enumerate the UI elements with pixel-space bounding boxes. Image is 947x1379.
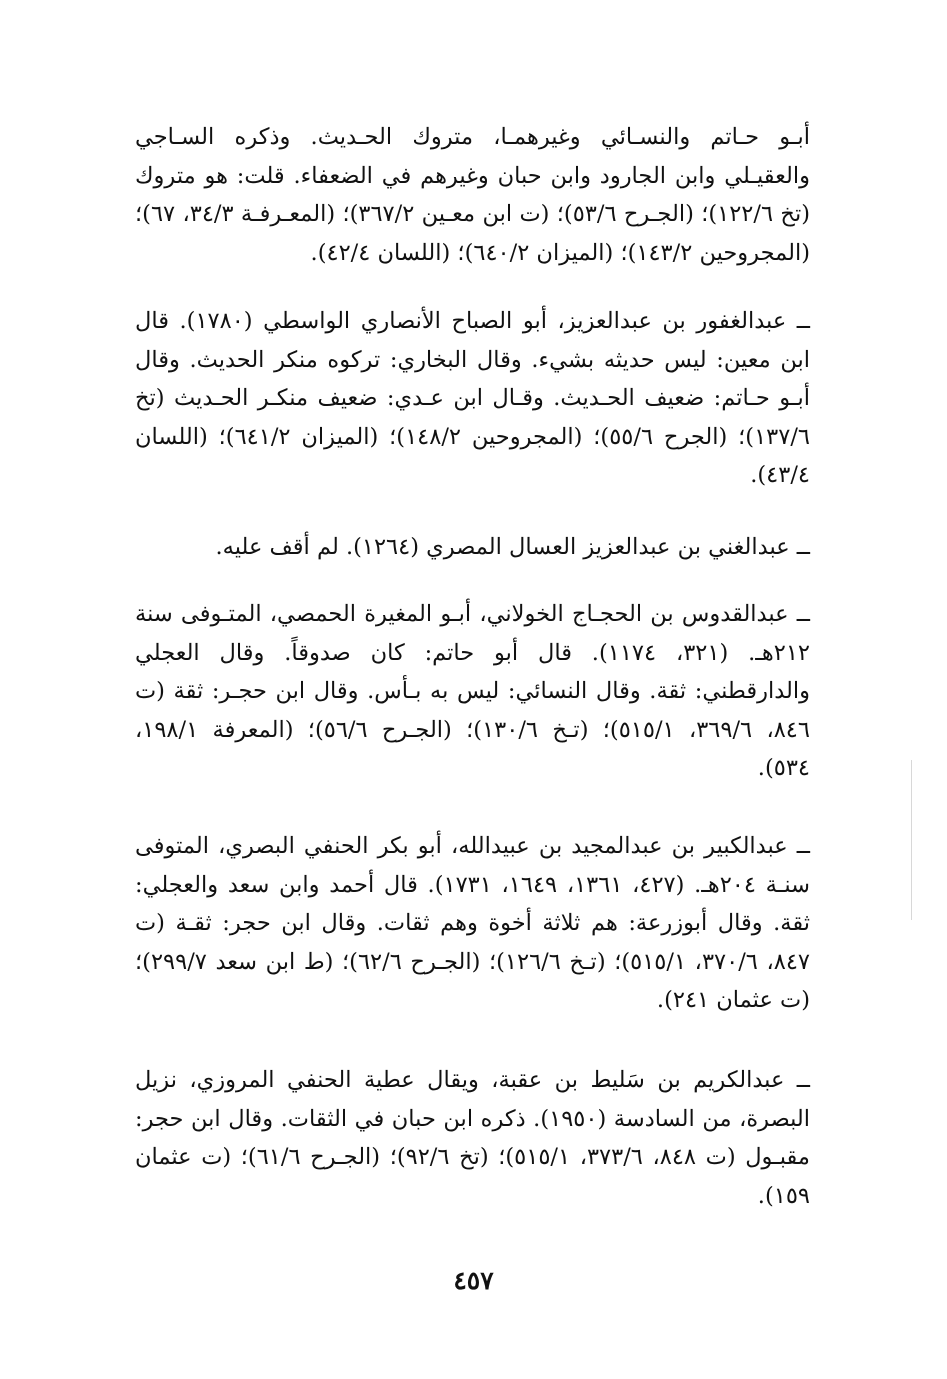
entry-text: ــ عبدالكريم بن سَليط بن عقبة، ويقال عطية الحنفي المروزي، نزيل البصرة، من السادسة (١٩٥٠). ذكره ابن حبان في الثقات. وقال ابن حجر: مقبـول (ت ٨٤٨، ٣٧٣/٦، ٥١٥/١)؛ (تخ ٩٢/٦)؛ (الجـرح ٦١/٦)؛ (ت عثمان ١٥٩). [135, 1067, 810, 1209]
entry-text: أبـو حـاتم والنسـائي وغيرهمـا، متروك الحـديث. وذكره السـاجي والعقيـلي وابن الجارود وابن حبان وغيرهم في الضعفاء. قلت: هو متروك (تخ ١٢٢/٦)؛ (الجـرح ٥٣/٦)؛ (ت ابن معـين ٣٦٧/٢)؛ (المعـرفـة ٣٤/٣، ٦٧)؛ (المجروحين ١٤٣/٢)؛ (الميزان ٦٤٠/٢)؛ (اللسان ٤٢/٤). [135, 124, 810, 266]
page-number: ٤٥٧ [453, 1266, 494, 1295]
page-edge-mark [911, 760, 912, 920]
entry-text: ــ عبدالكبير بن عبدالمجيد بن عبيدالله، أبو بكر الحنفي البصري، المتوفى سنـة ٢٠٤هـ. (٤٢٧، ١٣٦١، ١٦٤٩، ١٧٣١). قال أحمد وابن سعد والعجلي: ثقة. وقال أبوزرعة: هم ثلاثة أخوة وهم ثقات. وقال ابن حجر: ثقـة (ت ٨٤٧، ٣٧٠/٦، ٥١٥/١)؛ (تـخ ١٢٦/٦)؛ (الجـرح ٦٢/٦)؛ (ط ابن سعد ٢٩٩/٧)؛ (ت عثمان ٢٤١). [135, 833, 810, 1013]
entry-abdulkarim [135, 1061, 810, 1215]
entry-abdulquddus [135, 595, 810, 788]
entry-continuation-abu-hatim [135, 118, 810, 272]
entry-abdulkabir [135, 827, 810, 1020]
entry-text: ــ عبدالقدوس بن الحجـاج الخولاني، أبـو المغيرة الحمصي، المتـوفى سنة ٢١٢هـ. (٣٢١، ١١٧٤). قال أبو حاتم: كان صدوقاً. وقال العجلي والدارقطني: ثقة. وقال النسائي: ليس به بـأس. وقال ابن حجـر: ثقة (ت ٨٤٦، ٣٦٩/٦، ٥١٥/١)؛ (تـخ ١٣٠/٦)؛ (الجـرح ٥٦/٦)؛ (المعرفة ١٩٨/١، ٥٣٤). [135, 601, 810, 781]
entry-text: ــ عبدالغفور بن عبدالعزيز، أبو الصباح الأنصاري الواسطي (١٧٨٠). قال ابن معين: ليس حديثه بشيء. وقال البخاري: تركوه منكر الحديث. وقال أبـو حـاتم: ضعيف الحـديث. وقـال ابن عـدي: ضعيف منكـر الحـديث (تخ ١٣٧/٦)؛ (الجرح ٥٥/٦)؛ (المجروحين ١٤٨/٢)؛ (الميزان ٦٤١/٢)؛ (اللسان ٤٣/٤). [135, 308, 810, 488]
entry-abdulghani [135, 528, 810, 567]
entry-abdulghafur [135, 302, 810, 495]
entry-text: ــ عبدالغني بن عبدالعزيز العسال المصري (١٢٦٤). لم أقف عليه. [215, 534, 810, 560]
